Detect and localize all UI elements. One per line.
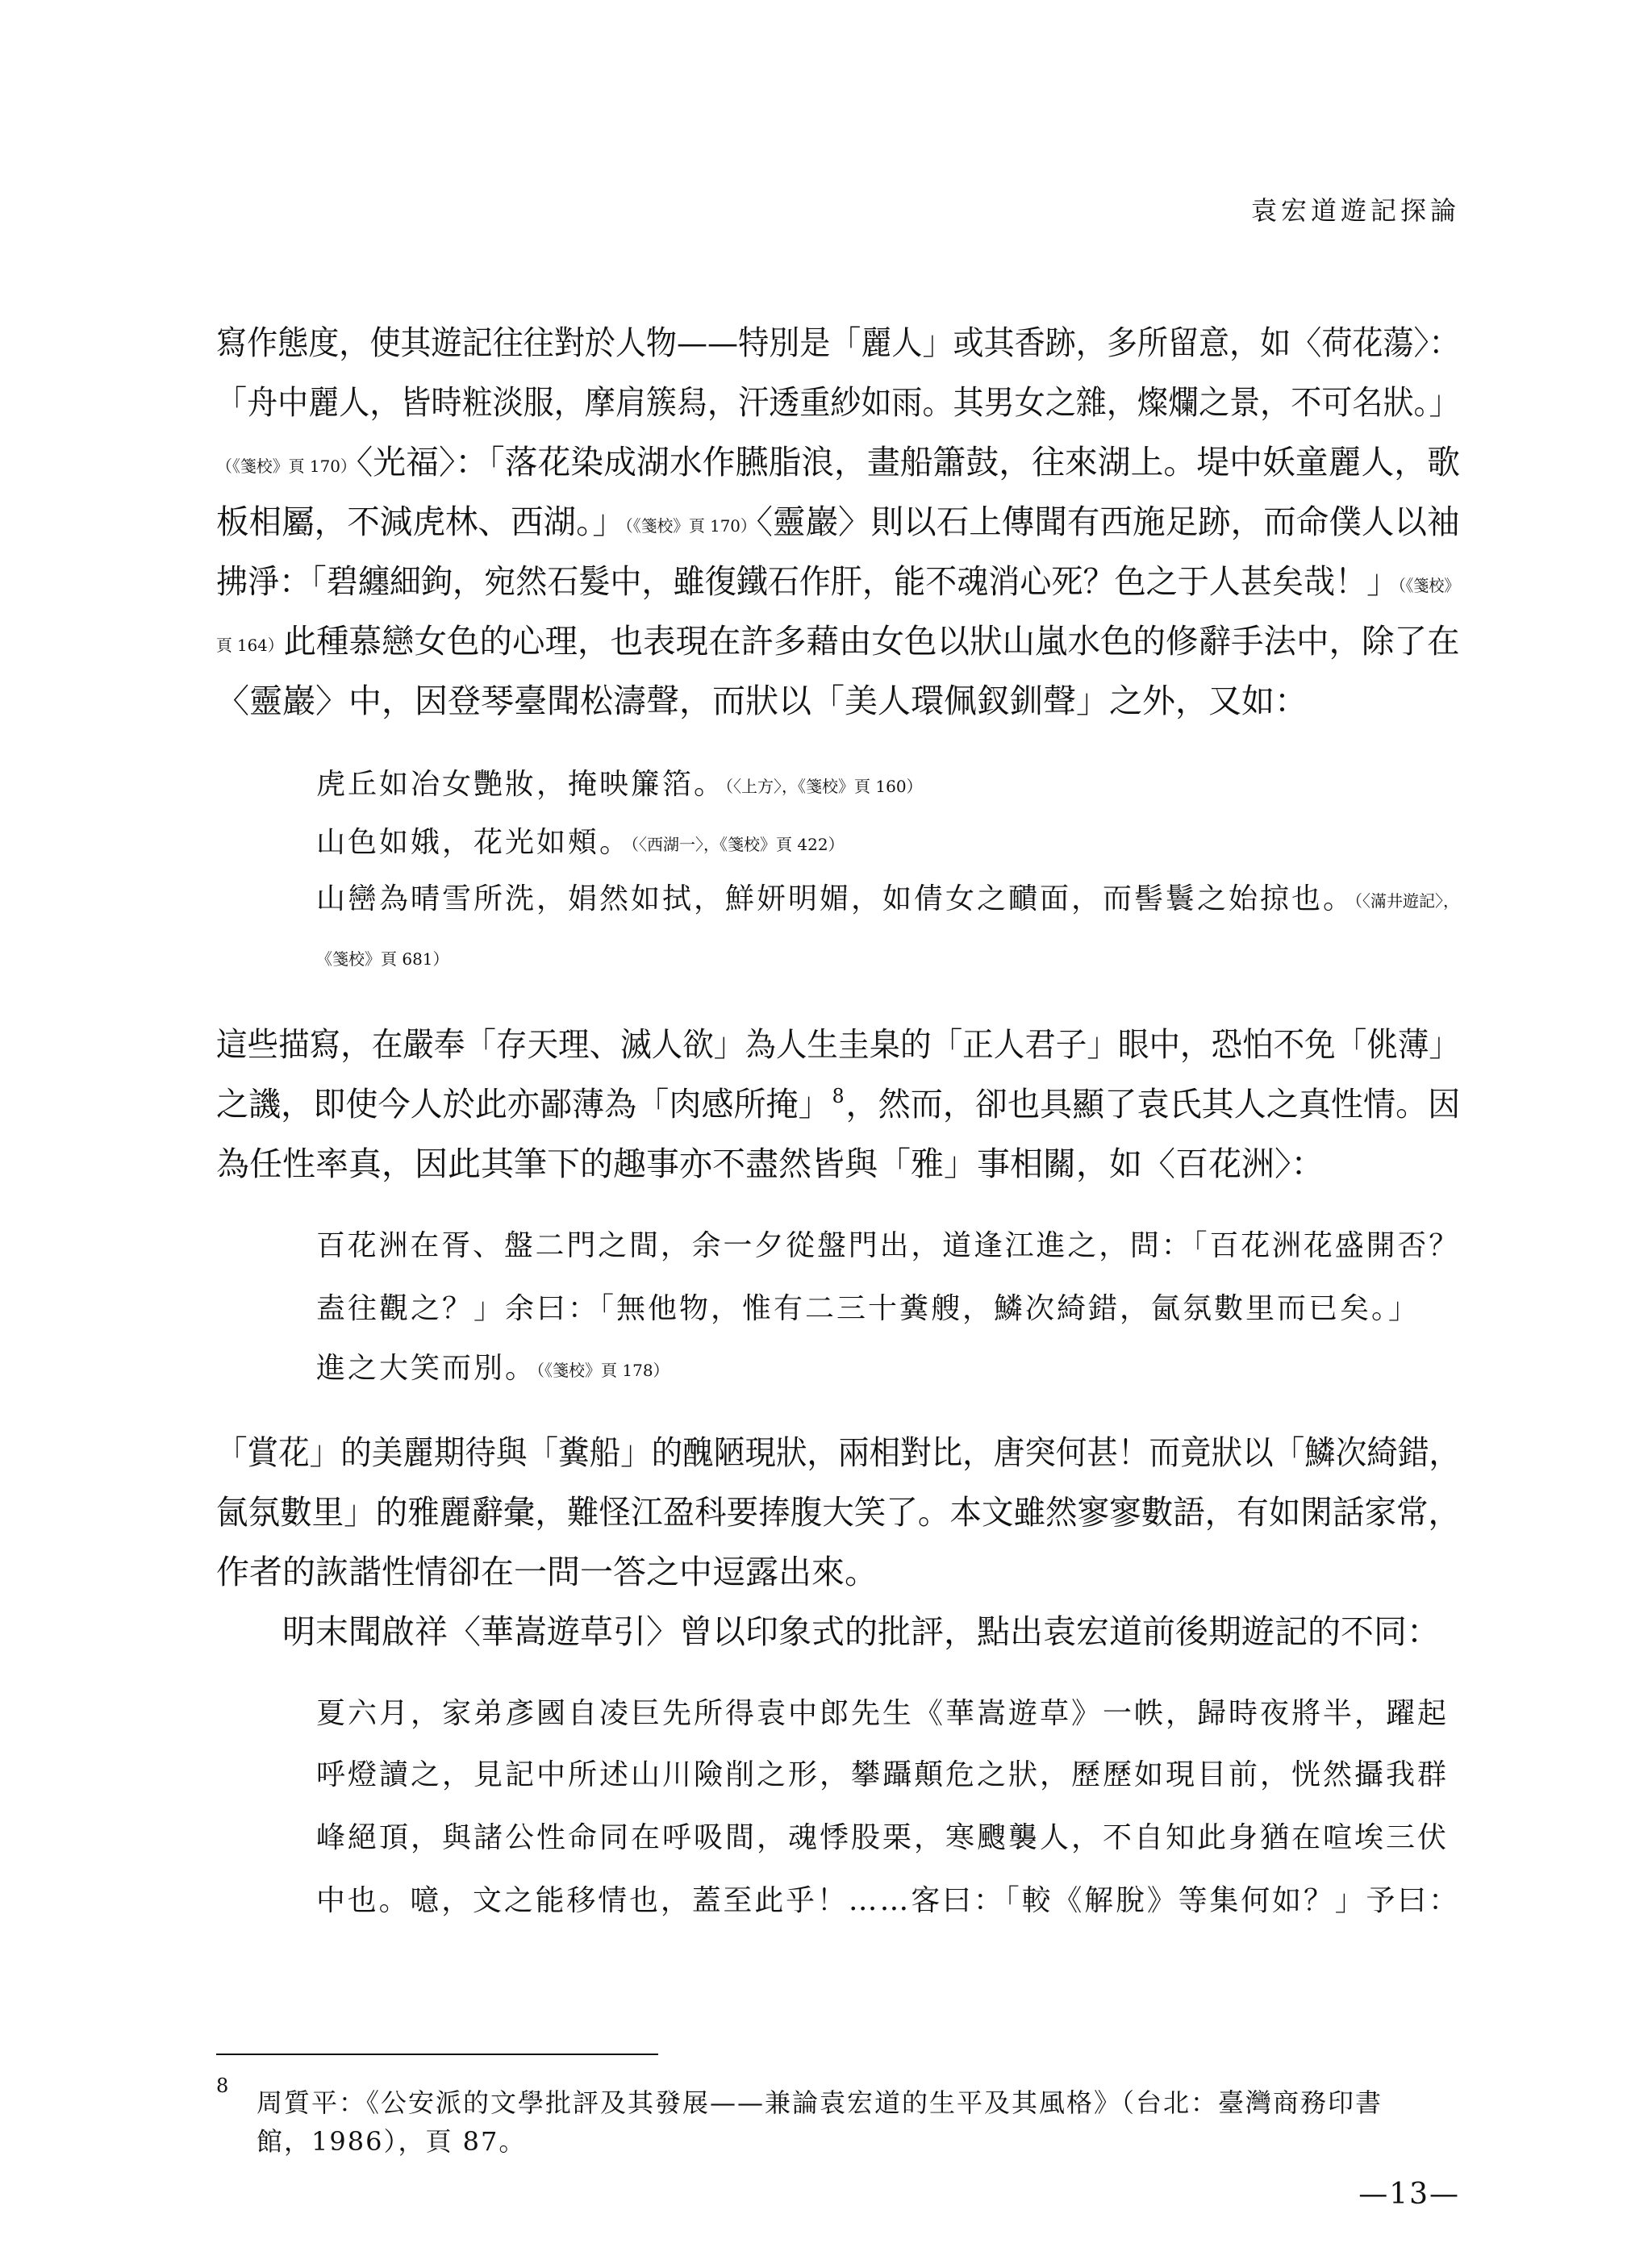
quote-line xyxy=(316,876,1459,917)
body-line xyxy=(216,615,1459,662)
citation: （〈上方〉，《箋校》頁 160） xyxy=(725,777,923,796)
body-text: 〈靈巖〉則以石上傳聞有西施足跡，而命僕人以袖 xyxy=(756,502,1460,541)
quote-line: 夏六月，家弟彥國自凌巨先所得袁中郎先生《華嵩遊草》一帙，歸時夜將半，躍起 xyxy=(316,1697,1450,1730)
quote-line xyxy=(316,940,449,974)
quote-line xyxy=(316,761,923,803)
quote-line: 峰絕頂，與諸公性命同在呼吸間，魂悸股栗，寒颼襲人，不自知此身猶在喧埃三伏 xyxy=(316,1821,1450,1854)
body-line: 為任性率真，因此其筆下的趣事亦不盡然皆與「雅」事相關，如〈百花洲〉： xyxy=(216,1145,1325,1183)
citation: （〈西湖一〉，《箋校》頁 422） xyxy=(631,835,845,854)
body-text: 之譏，即使今人於此亦鄙薄為「肉感所掩」 xyxy=(216,1085,831,1124)
quote-text: 進之大笑而別。 xyxy=(316,1352,537,1385)
citation: （《箋校》頁 170） xyxy=(216,457,357,476)
quote-text: 山色如娥，花光如頰。 xyxy=(316,826,632,859)
body-line: 寫作態度，使其遊記往往對於人物——特別是「麗人」或其香跡，多所留意，如〈荷花蕩〉： xyxy=(216,323,1460,362)
body-text: ，然而，卻也具顯了袁氏其人之真性情。因 xyxy=(845,1085,1461,1124)
footnote-divider xyxy=(216,2054,658,2055)
body-line xyxy=(216,555,1459,603)
body-line xyxy=(216,495,1460,543)
body-line: 〈靈巖〉中，因登琴臺聞松濤聲，而狀以「美人環佩釵釧聲」之外，又如： xyxy=(216,682,1308,720)
body-line: 「賞花」的美麗期待與「糞船」的醜陋現狀，兩相對比，唐突何甚！而竟狀以「鱗次綺錯， xyxy=(216,1433,1460,1472)
page-number: —13— xyxy=(1358,2178,1460,2211)
citation: （《箋校》頁 178） xyxy=(536,1361,670,1380)
citation: 頁 164） xyxy=(216,636,284,655)
citation: （《箋校》頁 170） xyxy=(624,516,757,536)
body-line xyxy=(216,436,1460,483)
quote-line: 百花洲在胥、盤二門之間，余一夕從盤門出，道逢江進之，問：「百花洲花盛開否？ xyxy=(316,1229,1461,1262)
body-line: 氤氛數里」的雅麗辭彙，難怪江盈科要捧腹大笑了。本文雖然寥寥數語，有如閑話家常， xyxy=(216,1493,1461,1532)
body-line: 「舟中麗人，皆時粧淡服，摩肩簇舄，汗透重紗如雨。其男女之雜，燦爛之景，不可名狀。」 xyxy=(216,383,1460,422)
body-text: 此種慕戀女色的心理，也表現在許多藉由女色以狀山嵐水色的修辭手法中，除了在 xyxy=(283,622,1460,661)
quote-text: 山巒為晴雪所洗，娟然如拭，鮮妍明媚，如倩女之靧面，而髻鬟之始掠也。 xyxy=(316,882,1355,915)
quote-line: 中也。噫，文之能移情也，蓋至此乎！……客曰：「較《解脫》等集何如？」予曰： xyxy=(316,1884,1461,1917)
citation: （〈滿井遊記〉， xyxy=(1354,891,1460,911)
body-line: 明末聞啟祥〈華嵩遊草引〉曾以印象式的批評，點出袁宏道前後期遊記的不同： xyxy=(282,1612,1440,1651)
body-line xyxy=(216,1078,1460,1125)
citation: （《箋校》 xyxy=(1398,576,1460,595)
footnote-number: 8 xyxy=(216,2074,229,2097)
body-text: 〈光福〉：「落花染成湖水作臙脂浪，畫船簫鼓，往來湖上。堤中妖童麗人，歌 xyxy=(356,443,1460,482)
quote-line: 呼燈讀之，見記中所述山川險削之形，攀躡顛危之狀，歷歷如現目前，恍然攝我群 xyxy=(316,1758,1450,1791)
footnote-reference[interactable]: 8 xyxy=(832,1085,845,1107)
quote-line: 盍往觀之？」余曰：「無他物，惟有二三十糞艘，鱗次綺錯，氤氛數里而已矣。」 xyxy=(316,1292,1420,1325)
footnote-line: 周質平：《公安派的文學批評及其發展——兼論袁宏道的生平及其風格》（台北：臺灣商務印書 xyxy=(257,2087,1383,2118)
running-head: 袁宏道遊記探論 xyxy=(1250,195,1460,226)
body-text: 拂淨：「碧纏細鉤，宛然石髮中，雖復鐵石作肝，能不魂消心死？色之于人甚矣哉！」 xyxy=(216,562,1399,601)
body-line: 作者的詼諧性情卻在一問一答之中逗露出來。 xyxy=(216,1553,878,1591)
citation: 《箋校》頁 681） xyxy=(316,949,449,969)
quote-line xyxy=(316,819,845,861)
footnote-line: 館，1986），頁 87。 xyxy=(257,2126,527,2157)
quote-line xyxy=(316,1345,670,1386)
body-text: 板相屬，不減虎林、西湖。」 xyxy=(216,502,625,541)
quote-text: 虎丘如冶女艷妝，掩映簾箔。 xyxy=(316,768,726,801)
body-line: 這些描寫，在嚴奉「存天理、滅人欲」為人生圭臬的「正人君子」眼中，恐怕不免「佻薄」 xyxy=(216,1025,1460,1064)
